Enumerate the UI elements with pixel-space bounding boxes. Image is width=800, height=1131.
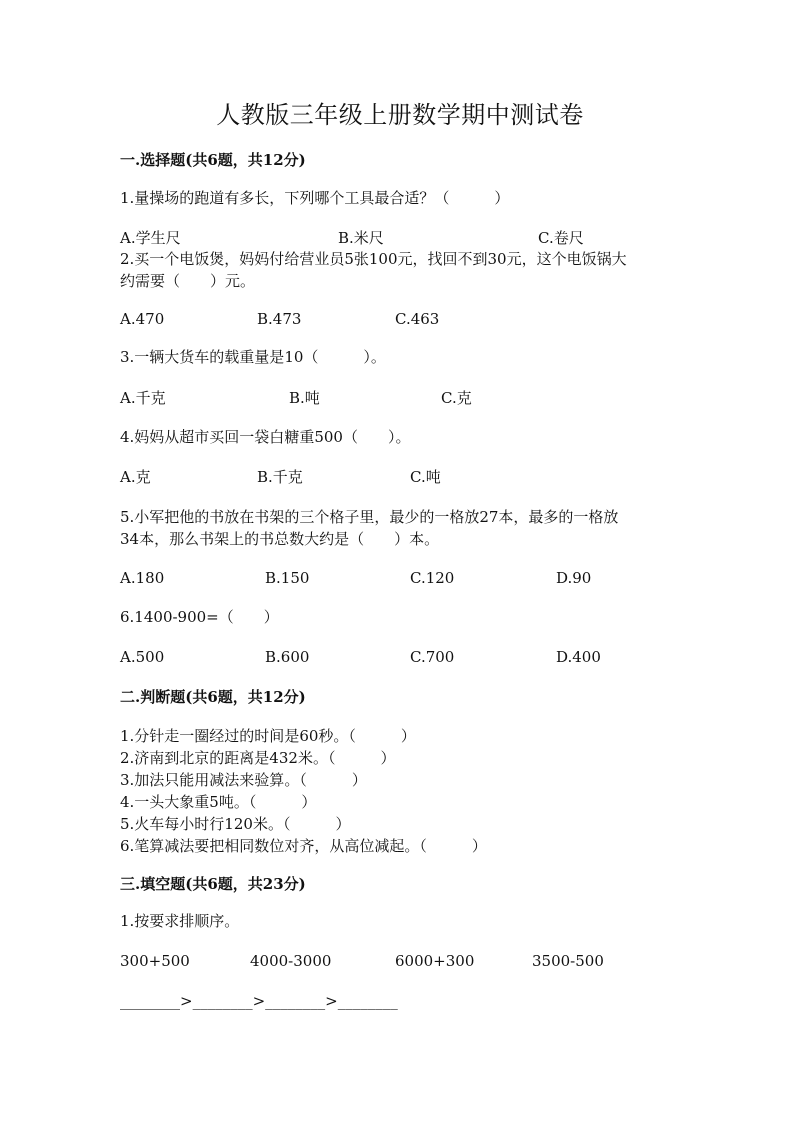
- option-c: C.卷尺: [538, 229, 584, 247]
- question-text: 34本，那么书架上的书总数大约是（ ）本。: [120, 530, 440, 548]
- option-b: B.吨: [289, 389, 320, 407]
- option-a: A.470: [120, 310, 165, 328]
- judgement-item: 6.笔算减法要把相同数位对齐，从高位减起。（ ）: [120, 837, 487, 855]
- option-c: C.吨: [410, 468, 441, 486]
- question-text: 3.一辆大货车的载重量是10（ ）。: [120, 348, 386, 366]
- option-c: C.463: [395, 310, 440, 328]
- option-a: A.千克: [120, 389, 166, 407]
- expression: 300+500: [120, 952, 190, 970]
- judgement-item: 3.加法只能用减法来验算。（ ）: [120, 771, 367, 789]
- question-text: 1.按要求排顺序。: [120, 912, 240, 930]
- question-text: 4.妈妈从超市买回一袋白糖重500（ ）。: [120, 428, 411, 446]
- option-b: B.米尺: [338, 229, 384, 247]
- judgement-item: 1.分针走一圈经过的时间是60秒。（ ）: [120, 727, 416, 745]
- question-text: 1.量操场的跑道有多长，下列哪个工具最合适？（ ）: [120, 189, 510, 207]
- expression: 6000+300: [395, 952, 475, 970]
- option-b: B.千克: [257, 468, 303, 486]
- expression: 3500-500: [532, 952, 604, 970]
- option-c: C.克: [441, 389, 472, 407]
- option-a: A.学生尺: [120, 229, 181, 247]
- judgement-item: 5.火车每小时行120米。（ ）: [120, 815, 351, 833]
- option-a: A.180: [120, 569, 165, 587]
- option-b: B.473: [257, 310, 302, 328]
- option-a: A.500: [120, 648, 165, 666]
- option-c: C.700: [410, 648, 455, 666]
- question-text: 约需要（ ）元。: [120, 272, 256, 290]
- expression: 4000-3000: [250, 952, 332, 970]
- option-b: B.600: [265, 648, 310, 666]
- section-heading-multiple-choice: 一.选择题(共6题，共12分): [120, 151, 306, 169]
- option-d: D.400: [556, 648, 601, 666]
- question-text: 6.1400-900=（ ）: [120, 608, 279, 626]
- question-text: 2.买一个电饭煲，妈妈付给营业员5张100元，找回不到30元，这个电饭锅大: [120, 250, 627, 268]
- page-title: 人教版三年级上册数学期中测试卷: [216, 101, 584, 129]
- option-b: B.150: [265, 569, 310, 587]
- option-a: A.克: [120, 468, 151, 486]
- option-c: C.120: [410, 569, 455, 587]
- option-d: D.90: [556, 569, 592, 587]
- judgement-item: 2.济南到北京的距离是432米。（ ）: [120, 749, 396, 767]
- question-text: 5.小军把他的书放在书架的三个格子里，最少的一格放27本，最多的一格放: [120, 508, 619, 526]
- section-heading-true-false: 二.判断题(共6题，共12分): [120, 688, 306, 706]
- section-heading-fill-in: 三.填空题(共6题，共23分): [120, 875, 306, 893]
- answer-blanks: ________>________>________>________: [120, 992, 398, 1010]
- judgement-item: 4.一头大象重5吨。（ ）: [120, 793, 317, 811]
